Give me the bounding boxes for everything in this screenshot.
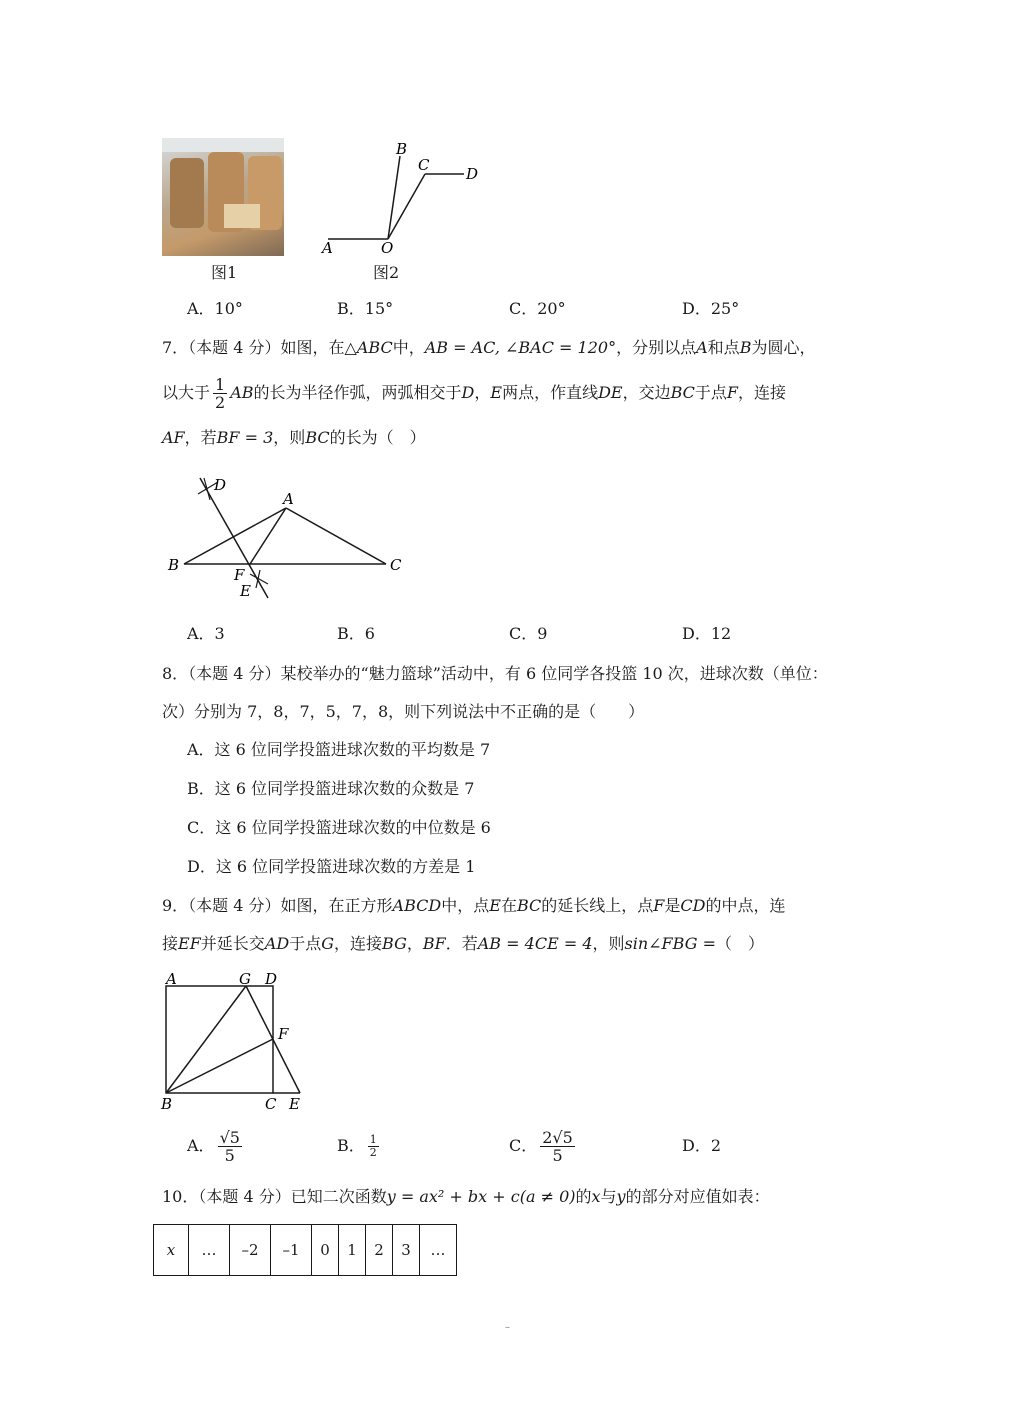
label-B: B: [168, 556, 180, 574]
q7-stem-line1: 7．（本题 4 分）如图，在△ABC中，AB = AC, ∠BAC = 120°，分别以点A和点B为圆心，: [162, 338, 816, 357]
table-cell: –2: [230, 1225, 271, 1276]
ray-OB: [388, 156, 400, 239]
label-B: B: [161, 1095, 173, 1113]
q9-option-a[interactable]: A． $\frac{√5}{5}$: [187, 1128, 240, 1165]
q9-stem-line2: 接EF并延长交AD于点G，连接BG，BF．若AB = 4CE = 4，则sin∠FBG =（ ）: [162, 934, 764, 953]
table-row: [154, 1225, 457, 1276]
q9-square-diagram: [155, 968, 315, 1116]
side-AC: [286, 508, 386, 564]
table-cell: x: [154, 1225, 189, 1276]
label-A: A: [166, 970, 177, 988]
square-ABCD: [166, 986, 273, 1093]
label-C: C: [265, 1095, 277, 1113]
q8-option-c[interactable]: C．这 6 位同学投篮进球次数的中位数是 6: [187, 818, 491, 837]
table-cell: 3: [393, 1225, 420, 1276]
q9-stem-line1: 9．（本题 4 分）如图，在正方形ABCD中，点E在BC的延长线上，点F是CD的中点，连: [162, 896, 786, 915]
table-cell: …: [189, 1225, 230, 1276]
segment-AF: [250, 508, 286, 564]
fraction-one-half: $\frac{1}{2}$: [215, 375, 226, 412]
q6-option-c[interactable]: C．20°: [509, 299, 566, 318]
q7-triangle-diagram: [160, 470, 410, 605]
table-cell: 1: [339, 1225, 366, 1276]
side-AB: [184, 508, 286, 564]
label-E: E: [240, 582, 251, 600]
q7-option-c[interactable]: C．9: [509, 624, 548, 643]
q7-option-b[interactable]: B．6: [337, 624, 375, 643]
figure1-caption: 图1: [211, 263, 238, 282]
label-O: O: [381, 239, 394, 257]
q8-stem-line2: 次）分别为 7，8，7，5，7，8，则下列说法中不正确的是（ ）: [162, 702, 645, 721]
table-cell: 2: [366, 1225, 393, 1276]
label-B: B: [396, 140, 408, 158]
q8-stem-line1: 8．（本题 4 分）某校举办的“魅力篮球”活动中，有 6 位同学各投篮 10 次，进球次数（单位：: [162, 664, 828, 683]
segment-BG: [166, 986, 246, 1093]
label-G: G: [239, 970, 251, 988]
segment-OC: [388, 174, 425, 239]
q7-stem-line2: 以大于 $\frac{1}{2}$ AB的长为半径作弧，两弧相交于D，E两点，作直线DE，交边BC于点F，连接: [162, 375, 787, 412]
segment-BF: [166, 1039, 273, 1093]
figure2-angle-diagram: [318, 136, 488, 261]
label-C: C: [418, 156, 430, 174]
label-A: A: [322, 239, 333, 257]
table-cell: –1: [271, 1225, 312, 1276]
label-F: F: [278, 1025, 289, 1043]
q7-option-d[interactable]: D．12: [682, 624, 732, 643]
train-seat-photo: [162, 138, 284, 256]
label-F: F: [234, 566, 245, 584]
label-A: A: [283, 490, 294, 508]
arc-mark-D2: [204, 478, 210, 500]
q8-option-b[interactable]: B．这 6 位同学投篮进球次数的众数是 7: [187, 779, 475, 798]
q9-option-b[interactable]: B． $\frac{1}{2}$: [337, 1133, 377, 1159]
table-cell: 0: [312, 1225, 339, 1276]
label-E: E: [289, 1095, 300, 1113]
label-C: C: [390, 556, 402, 574]
q7-option-a[interactable]: A．3: [187, 624, 225, 643]
q8-option-a[interactable]: A．这 6 位同学投篮进球次数的平均数是 7: [187, 740, 491, 759]
label-D: D: [214, 476, 227, 494]
label-D: D: [265, 970, 278, 988]
table-cell: …: [420, 1225, 457, 1276]
q8-option-d[interactable]: D．这 6 位同学投篮进球次数的方差是 1: [187, 857, 476, 876]
q9-option-d[interactable]: D．2: [682, 1136, 722, 1155]
q6-option-d[interactable]: D．25°: [682, 299, 740, 318]
footer-mark: –: [505, 1322, 510, 1333]
q6-option-a[interactable]: A．10°: [187, 299, 243, 318]
q10-stem-line1: 10．（本题 4 分）已知二次函数y = ax² + bx + c(a ≠ 0)的x与y的部分对应值如表：: [162, 1187, 770, 1206]
q6-option-b[interactable]: B．15°: [337, 299, 394, 318]
q10-value-table: [153, 1224, 457, 1276]
label-D: D: [466, 165, 479, 183]
q7-stem-line3: AF，若BF = 3，则BC的长为（ ）: [162, 428, 426, 447]
q9-option-c[interactable]: C． $\frac{2√5}{5}$: [509, 1128, 573, 1165]
figure2-caption: 图2: [373, 263, 400, 282]
